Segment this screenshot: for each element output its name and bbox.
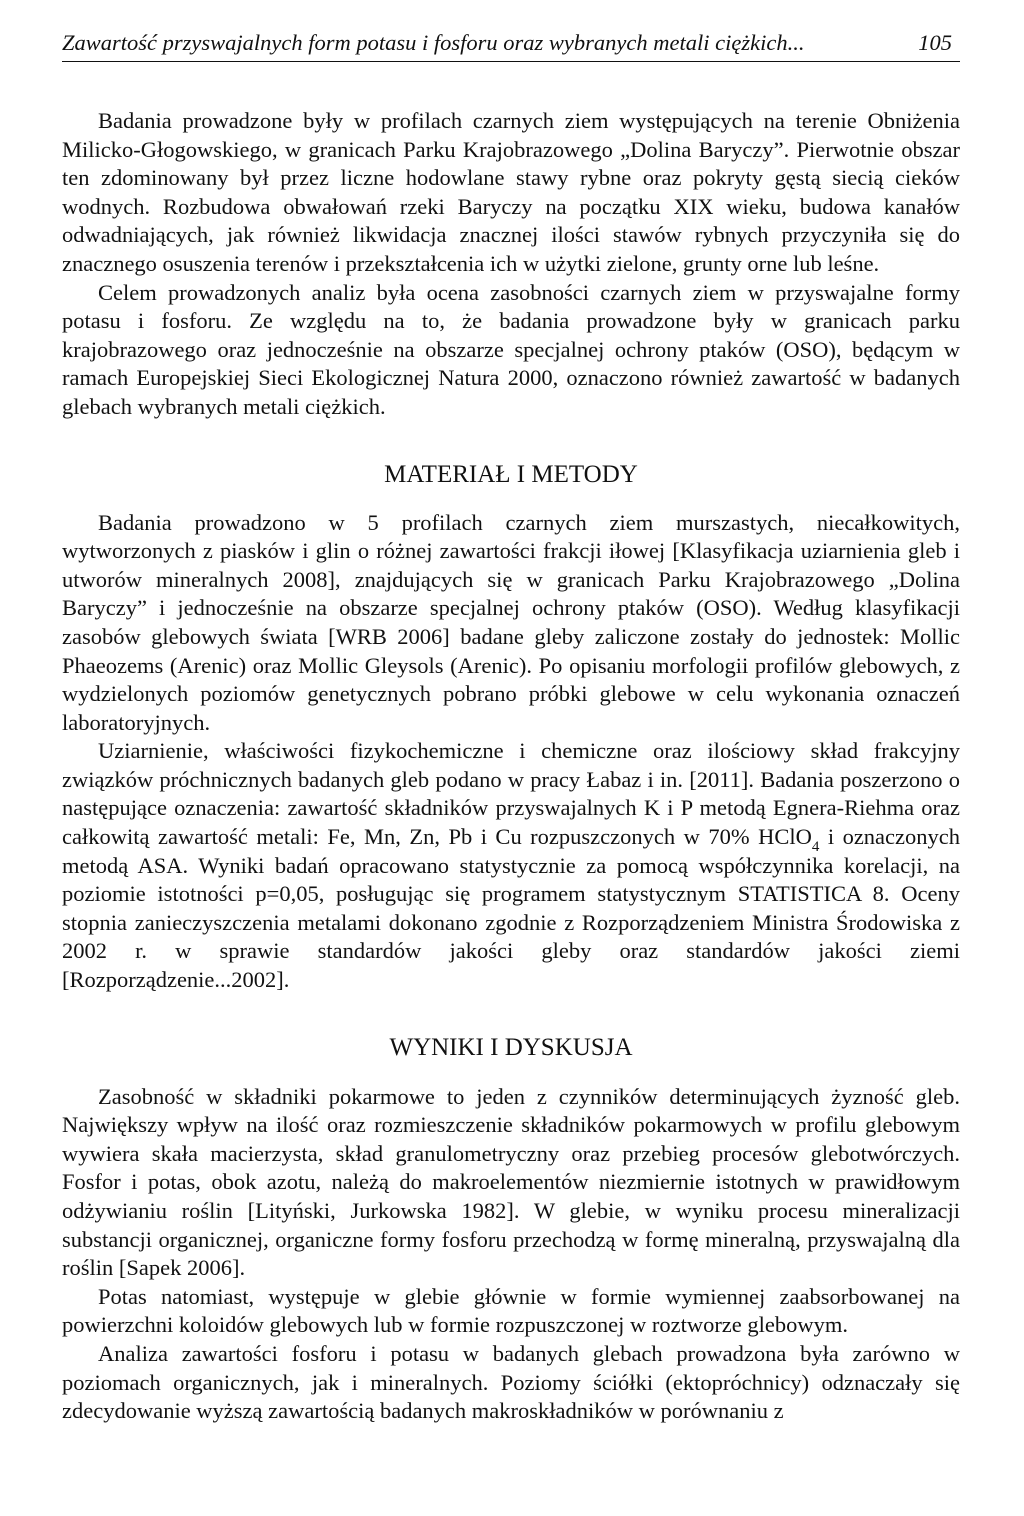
article-body [62, 107, 960, 1426]
methods-paragraph [62, 737, 960, 994]
section-heading-methods: MATERIAŁ I METODY [384, 460, 638, 488]
results-paragraph: Analiza zawartości fosforu i potasu w badanych glebach prowadzona była zarówno w poziomach organicznych, jak i mineralnych. Poziomy ściółki (ektopróchnicy) odznaczały się zdecydowanie wyższą zawartością badanych makroskładników w porównaniu z [62, 1340, 960, 1424]
running-title: Zawartość przyswajalnych form potasu i fosforu oraz wybranych metali ciężkich... [62, 30, 805, 55]
intro-paragraph: Celem prowadzonych analiz była ocena zasobności czarnych ziem w przyswajalne formy potasu i fosforu. Ze względu na to, że badania prowadzone były w granicach parku krajobrazowego oraz jednocześnie na obszarze specjalnej ochrony ptaków (OSO), będącym w ramach Europejskiej Sieci Ekologicznej Natura 2000, oznaczono również zawartość w badanych glebach wybranych metali ciężkich. [62, 279, 960, 419]
methods-text: Uziarnienie, właściwości fizykochemiczne i chemiczne oraz ilościowy skład frakcyjny związków próchnicznych badanych gleb podano w pracy Łabaz i in. [2011]. Badania poszerzono o następujące oznaczenia: zawartość składników przyswajalnych K i P metodą Egnera-Riehma oraz całkowitą zawartość metali: Fe, Mn, Zn, Pb i Cu rozpuszczonych w 70% HClO [62, 738, 960, 850]
results-paragraph: Potas natomiast, występuje w glebie głównie w formie wymiennej zaabsorbowanej na powierzchni koloidów glebowych lub w formie rozpuszczonej w roztworze glebowym. [62, 1283, 960, 1338]
methods-text: i oznaczonych metodą ASA. Wyniki badań opracowano statystycznie za pomocą współczynnika korelacji, na poziomie istotności p=0,05, posługując się programem statystycznym STATISTICA 8. Oceny stopnia zanieczyszczenia metalami dokonano zgodnie z Rozporządzeniem Ministra Środowiska z 2002 r. w sprawie standardów jakości gleby oraz standardów jakości ziemi [Rozporządzenie...2002]. [62, 824, 961, 993]
intro-paragraph: Badania prowadzone były w profilach czarnych ziem występujących na terenie Obniżenia Milicko-Głogowskiego, w granicach Parku Krajobrazowego „Dolina Baryczy”. Pierwotnie obszar ten zdominowany był przez liczne hodowlane stawy rybne oraz pokryty gęstą siecią cieków wodnych. Rozbudowa obwałowań rzeki Baryczy na początku XIX wieku, budowa kanałów odwadniających, jak również likwidacja znacznej ilości stawów rybnych przyczyniła się do znacznego osuszenia terenów i przekształcenia ich w użytki zielone, grunty orne lub leśne. [62, 108, 960, 276]
section-heading-results: WYNIKI I DYSKUSJA [389, 1033, 633, 1061]
methods-paragraph: Badania prowadzono w 5 profilach czarnych ziem murszastych, niecałkowitych, wytworzonych z piasków i glin o różnej zawartości frakcji iłowej [Klasyfikacja uziarnienia gleb i utworów mineralnych 2008], znajdujących się w granicach Parku Krajobrazowego „Dolina Baryczy” i jednocześnie na obszarze specjalnej ochrony ptaków (OSO). Według klasyfikacji zasobów glebowych świata [WRB 2006] badane gleby zaliczone zostały do jednostek: Mollic Phaeozems (Arenic) oraz Mollic Gleysols (Arenic). Po opisaniu morfologii profilów glebowych, z wydzielonych poziomów genetycznych pobrano próbki glebowe w celu wykonania oznaczeń laboratoryjnych. [62, 509, 960, 735]
subscript: 4 [811, 839, 820, 856]
running-header [62, 22, 960, 62]
results-paragraph: Zasobność w składniki pokarmowe to jeden z czynników determinujących żyzność gleb. Największy wpływ na ilość oraz rozmieszczenie składników pokarmowych w profilu glebowym wywiera skała macierzysta, skład granulometryczny oraz przebieg procesów glebotwórczych. Fosfor i potas, obok azotu, należą do makroelementów niezmiernie istotnych w prawidłowym odżywianiu roślin [Lityński, Jurkowska 1982]. W glebie, w wyniku procesu mineralizacji substancji organicznej, organiczne formy fosforu przechodzą w formę mineralną, przyswajalną dla roślin [Sapek 2006]. [62, 1083, 960, 1281]
page-number: 105 [918, 30, 952, 55]
